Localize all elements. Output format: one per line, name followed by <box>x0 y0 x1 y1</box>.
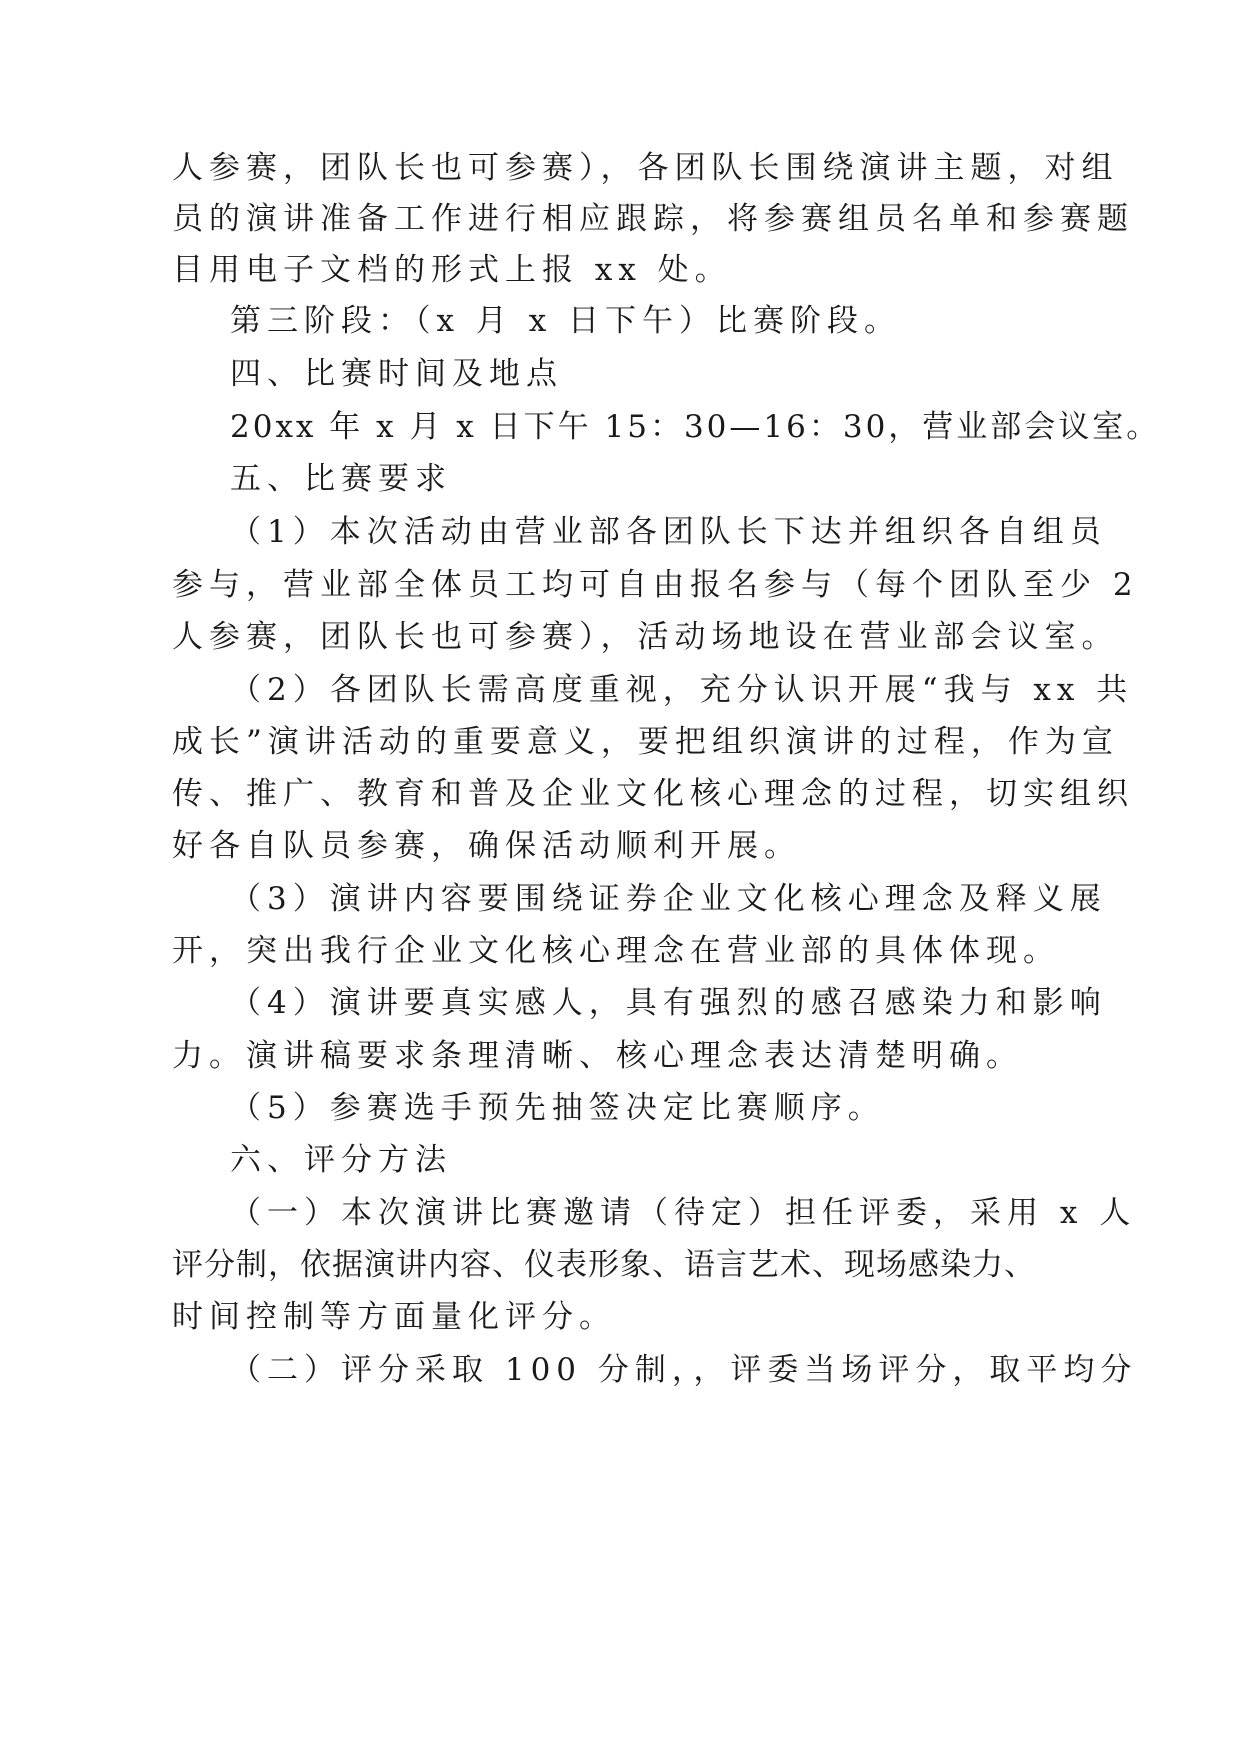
text-line: 时间控制等方面量化评分。 <box>172 1299 616 1335</box>
text-line: 参与，营业部全体员工均可自由报名参与（每个团队至少 2 <box>172 567 1139 603</box>
section-heading: 五、比赛要求 <box>230 461 452 497</box>
text-line: 员的演讲准备工作进行相应跟踪，将参赛组员名单和参赛题 <box>172 201 1134 237</box>
text-line: 第三阶段：（x 月 x 日下午）比赛阶段。 <box>230 303 902 339</box>
text-line: 20xx 年 x 月 x 日下午 15：30—16：30，营业部会议室。 <box>230 409 1161 445</box>
section-heading: 四、比赛时间及地点 <box>230 356 563 392</box>
text-line: 好各自队员参赛，确保活动顺利开展。 <box>172 828 801 864</box>
text-line: 成长”演讲活动的重要意义，要把组织演讲的过程，作为宣 <box>172 724 1119 760</box>
text-line: 目用电子文档的形式上报 xx 处。 <box>172 252 732 288</box>
text-line: （4）演讲要真实感人，具有强烈的感召感染力和影响 <box>230 985 1107 1021</box>
text-line: （一）本次演讲比赛邀请（待定）担任评委，采用 x 人 <box>230 1195 1137 1231</box>
text-line: 评分制，依据演讲内容、仪表形象、语言艺术、现场感染力、 <box>172 1247 1036 1283</box>
text-line: 人参赛，团队长也可参赛），各团队长围绕演讲主题，对组 <box>172 150 1119 186</box>
text-line: （1）本次活动由营业部各团队长下达并组织各自组员 <box>230 514 1107 550</box>
text-line: （2）各团队长需高度重视，充分认识开展“我与 xx 共 <box>230 672 1134 708</box>
section-heading: 六、评分方法 <box>230 1142 452 1178</box>
text-line: 人参赛，团队长也可参赛），活动场地设在营业部会议室。 <box>172 619 1119 655</box>
text-line: （3）演讲内容要围绕证券企业文化核心理念及释义展 <box>230 881 1107 917</box>
text-line: 开，突出我行企业文化核心理念在营业部的具体体现。 <box>172 933 1060 969</box>
text-line: 力。演讲稿要求条理清晰、核心理念表达清楚明确。 <box>172 1038 1023 1074</box>
text-line: （二）评分采取 100 分制，，评委当场评分，取平均分 <box>230 1352 1138 1388</box>
text-line: 传、推广、教育和普及企业文化核心理念的过程，切实组织 <box>172 776 1134 812</box>
text-line: （5）参赛选手预先抽签决定比赛顺序。 <box>230 1090 885 1126</box>
